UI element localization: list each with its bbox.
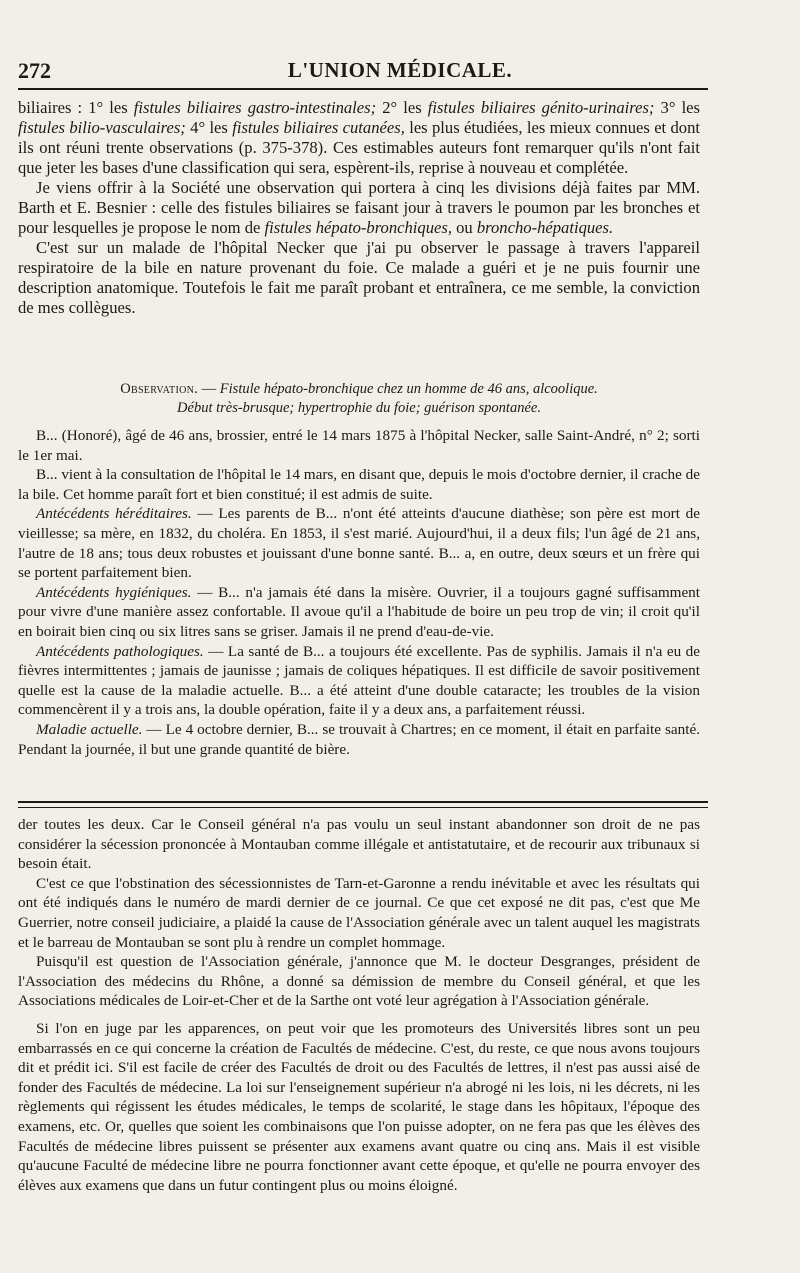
observation-subtitle: Début très-brusque; hypertrophie du foie; guérison spontanée. — [177, 400, 541, 416]
italic-run: fistules biliaires cutanées, — [232, 118, 405, 137]
observation-label: Observation. — [120, 381, 199, 397]
paragraph — [18, 583, 700, 642]
text-run: ou — [451, 218, 477, 237]
italic-run: Maladie actuelle. — [36, 720, 143, 738]
italic-run: fistules hépato-bronchiques, — [264, 218, 452, 237]
text-run: les plus étudiées, les mieux connues et dont ils ont réuni trente observations (p. 375-378). Ces estimables auteurs font remarquer qu'ils n'ont fait que jeter les bases d'une classification qui sera, espèrent-ils, reprise à nouveau et complétée. — [18, 118, 701, 177]
paragraph: B... vient à la consultation de l'hôpital le 14 mars, en disant que, depuis le mois d'octobre dernier, il crache de la bile. Cet homme paraît fort et bien constitué; il est admis de suite. — [18, 466, 700, 503]
text-run: biliaires : 1° les — [18, 98, 134, 117]
paragraph: C'est ce que l'obstination des sécessionnistes de Tarn-et-Garonne a rendu inévitable et avec les résultats qui ont été indiqués dans le numéro de mardi dernier de ce journal. Ce que cet exposé ne dit pas, c'est que Me Guerrier, notre conseil judiciaire, a plaidé la cause de l'Association générale avec un talent auquel les magistrats et le barreau de Montauban se sont plu à rendre un complet hommage. — [18, 874, 700, 951]
dash: — — [198, 381, 220, 397]
italic-run: Antécédents hygiéniques. — [36, 583, 192, 601]
paragraph — [18, 720, 700, 759]
italic-run: fistules biliaires gastro-intestinales; — [133, 98, 377, 117]
text-run: — La santé de B... a toujours été excellente. Pas de syphilis. Jamais il n'a eu de fièvres intermittentes ; jamais de jaunisse ; jamais de coliques hépatiques. Il est difficile de savoir positivement quelle est la cause de la maladie actuelle. B... a été atteint d'une double cataracte; les troubles de la vision commencèrent il y a trois ans, la double opération, faite il y a deux ans, a parfaitement réussi. — [18, 642, 700, 719]
italic-run: Antécédents héréditaires. — [36, 505, 192, 523]
text-run: 3° les — [654, 98, 700, 117]
text-run: 2° les — [376, 98, 428, 117]
paragraph — [18, 178, 700, 238]
text-run: Je viens offrir à la Société une observation qui portera à cinq les divisions déjà faites par MM. Barth et E. Besnier : celle des fistules biliaires se faisant jour à travers le poumon par les bronches et pour lesquelles je propose le nom de — [18, 178, 700, 237]
page-number: 272 — [18, 58, 51, 83]
paragraph — [18, 504, 700, 582]
observation-heading — [18, 380, 700, 418]
observation-title: Fistule hépato-bronchique chez un homme de 46 ans, alcoolique. — [219, 381, 598, 397]
observation-body — [18, 426, 700, 759]
paragraph: Si l'on en juge par les apparences, on peut voir que les promoteurs des Universités libres sont un peu embarrassés en ce qui concerne la création de Facultés de médecine. C'est, du reste, ce que nous avons toujours dit et prédit ici. S'il est facile de créer des Facultés de droit ou des Facultés de lettres, il n'est pas aussi aisé de fonder des Facultés de médecine. La loi sur l'enseignement supérieur n'a abrogé ni les lois, ni les décrets, ni les règlements qui régissent les études médicales, le temps de scolarité, le stage dans les hôpitaux, l'époque des examens, etc. Or, quelles que soient les combinaisons que l'on puisse adopter, on ne fera pas que les élèves des Facultés de médecine libres puissent se présenter aux examens avant quatre ou cinq ans. Mais il est visible qu'aucune Faculté de médecine libre ne pourra fonctionner avant cette époque, et qu'elle ne pourra envoyer des élèves aux examens que dans un futur contingent plus ou moins éloigné. — [18, 1019, 700, 1194]
text-run: 4° les — [185, 118, 233, 137]
running-title: L'UNION MÉDICALE. — [287, 58, 513, 82]
observation-section — [18, 380, 700, 759]
paragraph: B... (Honoré), âgé de 46 ans, brossier, entré le 14 mars 1875 à l'hôpital Necker, salle Saint-André, n° 2; sorti le 1er mai. — [18, 427, 700, 464]
paragraph — [18, 642, 700, 720]
feuilleton-section — [18, 815, 700, 1195]
paragraph: Puisqu'il est question de l'Association générale, j'annonce que M. le docteur Desgranges, président de l'Association des médecins du Rhône, a donné sa démission de membre du Conseil général, et que les Associations médicales de Loir-et-Cher et de la Sarthe ont voté leur agrégation à l'Association générale. — [18, 953, 700, 1010]
italic-run: fistules bilio-vasculaires; — [18, 118, 186, 137]
text-run: — Le 4 octobre dernier, B... se trouvait à Chartres; en ce moment, il était en parfaite santé. Pendant la journée, il but une grande quantité de bière. — [18, 720, 700, 758]
text-run: — B... n'a jamais été dans la misère. Ouvrier, il a toujours gagné suffisamment pour vivre d'une manière assez confortable. Il avoue qu'il a l'habitude de boire un peu trop de vin; il croit qu'il en boirait bien cinq ou six litres sans se griser. Jamais il ne prend d'eau-de-vie. — [18, 583, 700, 640]
paragraph — [18, 98, 700, 178]
paragraph: der toutes les deux. Car le Conseil général n'a pas voulu un seul instant abandonner son droit de ne pas considérer la sécession prononcée à Montauban comme illégale et antistatutaire, et de recourir aux tribunaux si besoin était. — [18, 816, 700, 873]
page-header — [0, 50, 800, 90]
paragraph: C'est sur un malade de l'hôpital Necker que j'ai pu observer le passage à travers l'appareil respiratoire de la bile en nature provenant du foie. Ce malade a guéri et je ne puis fournir une description anatomique. Toutefois le fait me paraît probant et entraînera, ce me semble, la conviction de mes collègues. — [18, 238, 700, 317]
italic-run: fistules biliaires génito-urinaires; — [427, 98, 655, 117]
article-intro — [18, 98, 700, 318]
text-run: — Les parents de B... n'ont été atteints d'aucune diathèse; son père est mort de vieillesse; sa mère, en 1832, du choléra. En 1853, il s'est marié. Aujourd'hui, il a deux fils; l'un âgé de 21 ans, l'autre de 18 ans; tous deux robustes et jouissant d'une bonne santé. B... a, en outre, deux sœurs et un frère qui se portent parfaitement bien. — [18, 505, 700, 582]
header-rule — [18, 88, 708, 90]
italic-run: Antécédents pathologiques. — [36, 642, 204, 660]
section-divider — [18, 801, 708, 808]
italic-run: broncho-hépatiques. — [476, 218, 614, 237]
